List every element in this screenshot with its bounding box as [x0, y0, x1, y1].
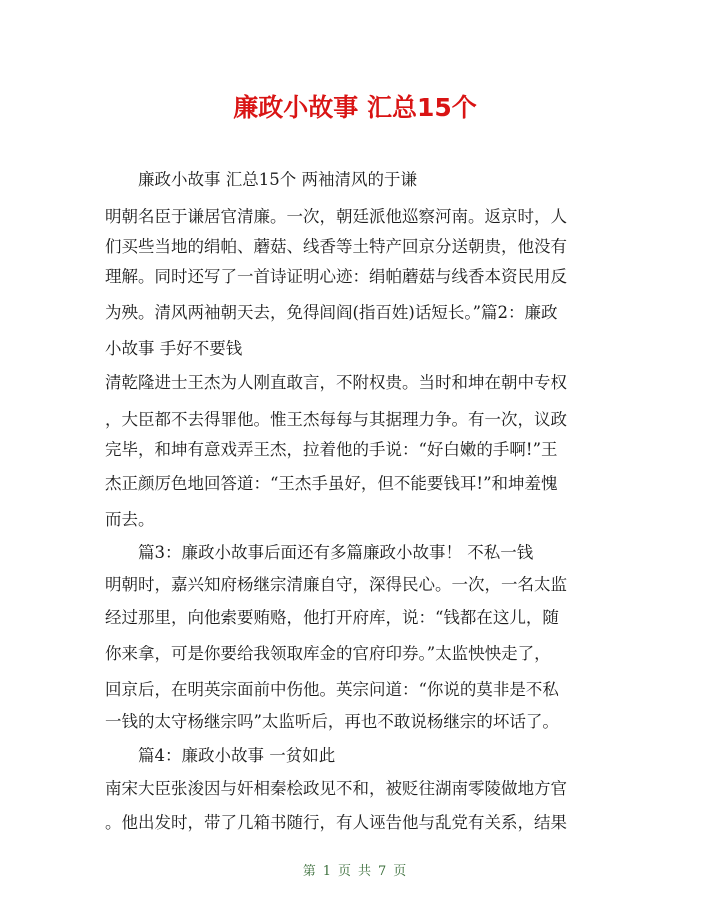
current-page-number: 1	[322, 864, 332, 879]
footer-page-word: 页	[337, 864, 352, 879]
text-line: 。他出发时，带了几箱书随行，有人诬告他与乱党有关系，结果	[105, 813, 567, 832]
text-line: 而去。	[105, 510, 155, 529]
page-footer	[0, 860, 710, 879]
text-line: 完毕，和坤有意戏弄王杰，拉着他的手说：“好白嫩的手啊!”王	[105, 440, 558, 459]
text-line: 篇4：廉政小故事 一贫如此	[138, 746, 336, 765]
total-pages-number: 7	[378, 864, 388, 879]
text-line: 篇3：廉政小故事后面还有多篇廉政小故事！ 不私一钱	[138, 543, 534, 562]
footer-prefix: 第	[302, 864, 317, 879]
text-line: 一钱的太守杨继宗吗”太监听后，再也不敢说杨继宗的坏话了。	[105, 712, 559, 731]
text-line: 为殃。清风两袖朝天去，免得闾阎(指百姓)话短长。”篇2：廉政	[105, 303, 558, 322]
text-line: 杰正颜厉色地回答道：“王杰手虽好，但不能要钱耳!”和坤羞愧	[105, 474, 558, 493]
text-line: 小故事 手好不要钱	[105, 339, 243, 358]
text-line: 你来拿，可是你要给我领取库金的官府印券。”太监怏怏走了，	[105, 644, 551, 663]
text-line: 们买些当地的绢帕、蘑菇、线香等土特产回京分送朝贵，他没有	[105, 237, 567, 256]
text-line: 南宋大臣张浚因与奸相秦桧政见不和，被贬往湖南零陵做地方官	[105, 779, 567, 798]
text-line: ，大臣都不去得罪他。惟王杰每每与其据理力争。有一次，议政	[105, 410, 567, 429]
footer-suffix: 页	[393, 864, 408, 879]
text-line: 廉政小故事 汇总15个 两袖清风的于谦	[138, 170, 417, 189]
text-line: 明朝时，嘉兴知府杨继宗清廉自守，深得民心。一次，一名太监	[105, 575, 567, 594]
text-line: 清乾隆进士王杰为人刚直敢言，不附权贵。当时和坤在朝中专权	[105, 373, 567, 392]
document-title: 廉政小故事 汇总15个	[233, 93, 477, 122]
text-line: 经过那里，向他索要贿赂，他打开府库，说：“钱都在这儿，随	[105, 608, 559, 627]
text-line: 明朝名臣于谦居官清廉。一次，朝廷派他巡察河南。返京时，人	[105, 207, 567, 226]
text-line: 理解。同时还写了一首诗证明心迹：绢帕蘑菇与线香本资民用反	[105, 267, 567, 286]
footer-total-word: 共	[358, 864, 373, 879]
text-line: 回京后，在明英宗面前中伤他。英宗问道：“你说的莫非是不私	[105, 680, 559, 699]
